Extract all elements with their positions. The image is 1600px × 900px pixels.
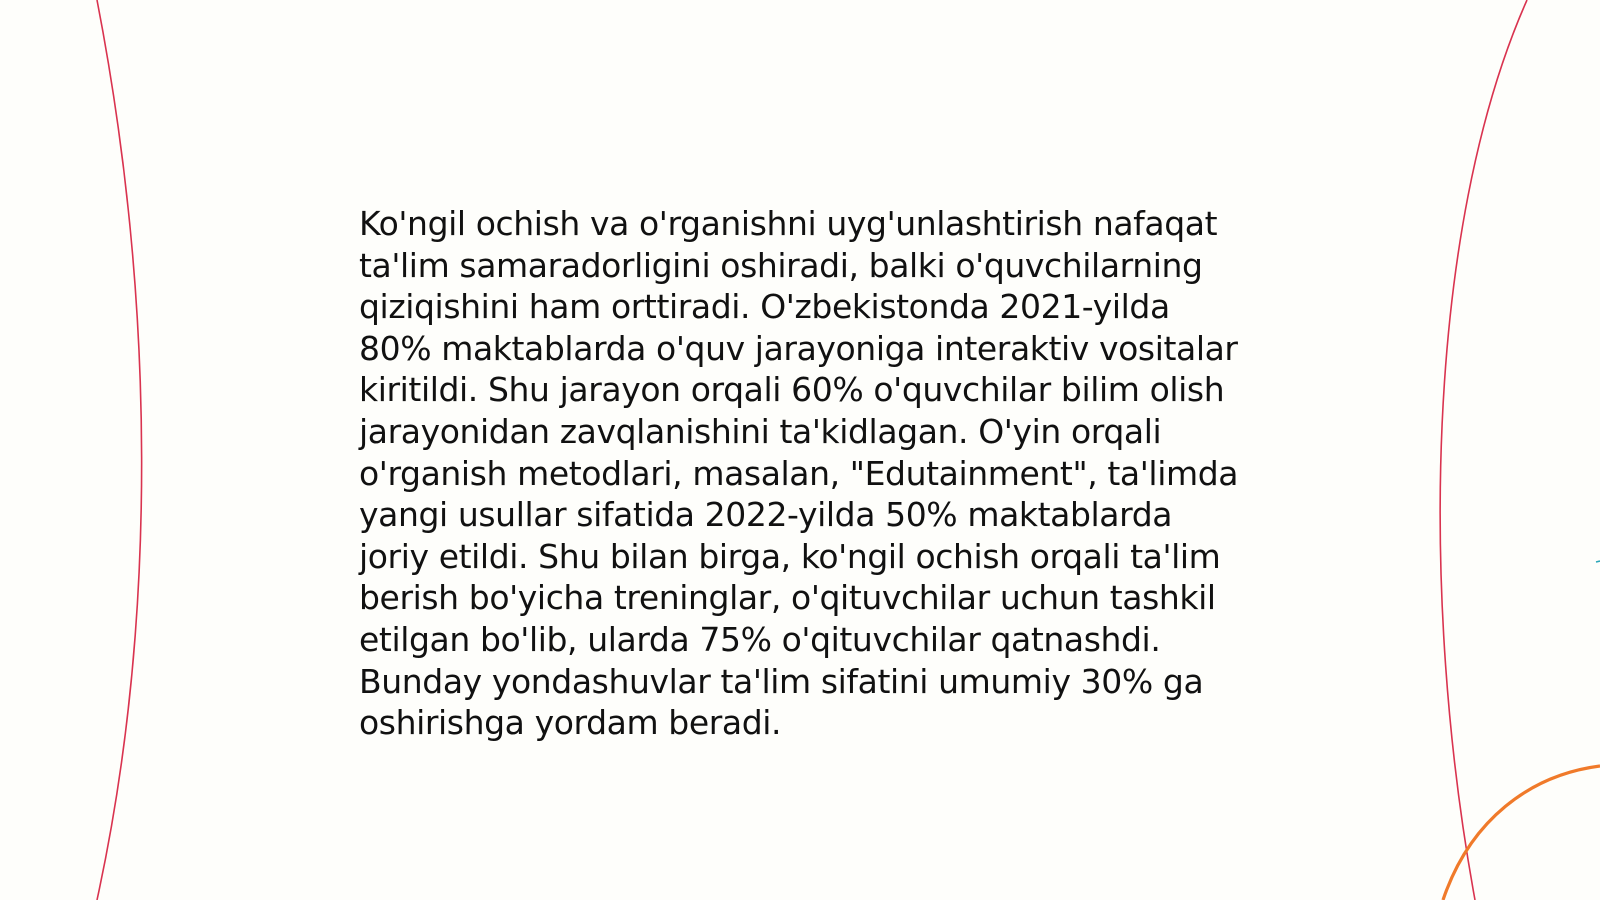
body-line-8: yangi usullar sifatida 2022-yilda 50% maktablarda xyxy=(359,495,1173,535)
body-line-11: etilgan bo'lib, ularda 75% o'qituvchilar qatnashdi. xyxy=(359,619,1161,659)
body-line-2: ta'lim samaradorligini oshiradi, balki o'quvchilarning xyxy=(359,245,1203,285)
body-paragraph xyxy=(359,203,1259,744)
body-line-7: o'rganish metodlari, masalan, "Edutainment", ta'limda xyxy=(359,453,1239,493)
body-line-6: jarayonidan zavqlanishini ta'kidlagan. O'yin orqali xyxy=(359,411,1162,451)
body-line-5: kiritildi. Shu jarayon orqali 60% o'quvchilar bilim olish xyxy=(359,370,1225,410)
body-line-4: 80% maktablarda o'quv jarayoniga interaktiv vositalar xyxy=(359,328,1238,368)
teal-accent-mark xyxy=(1596,561,1600,562)
body-line-1: Ko'ngil ochish va o'rganishni uyg'unlashtirish nafaqat xyxy=(359,204,1218,243)
right-curve-line xyxy=(1440,0,1527,900)
body-line-10: berish bo'yicha treninglar, o'qituvchilar uchun tashkil xyxy=(359,578,1216,618)
orange-arc-line xyxy=(1443,766,1600,900)
body-line-9: joriy etildi. Shu bilan birga, ko'ngil ochish orqali ta'lim xyxy=(359,536,1221,576)
body-line-12: Bunday yondashuvlar ta'lim sifatini umumiy 30% ga xyxy=(359,661,1204,701)
body-line-3: qiziqishini ham orttiradi. O'zbekistonda 2021-yilda xyxy=(359,287,1170,327)
body-line-13: oshirishga yordam beradi. xyxy=(359,703,782,743)
left-curve-line xyxy=(97,0,142,900)
